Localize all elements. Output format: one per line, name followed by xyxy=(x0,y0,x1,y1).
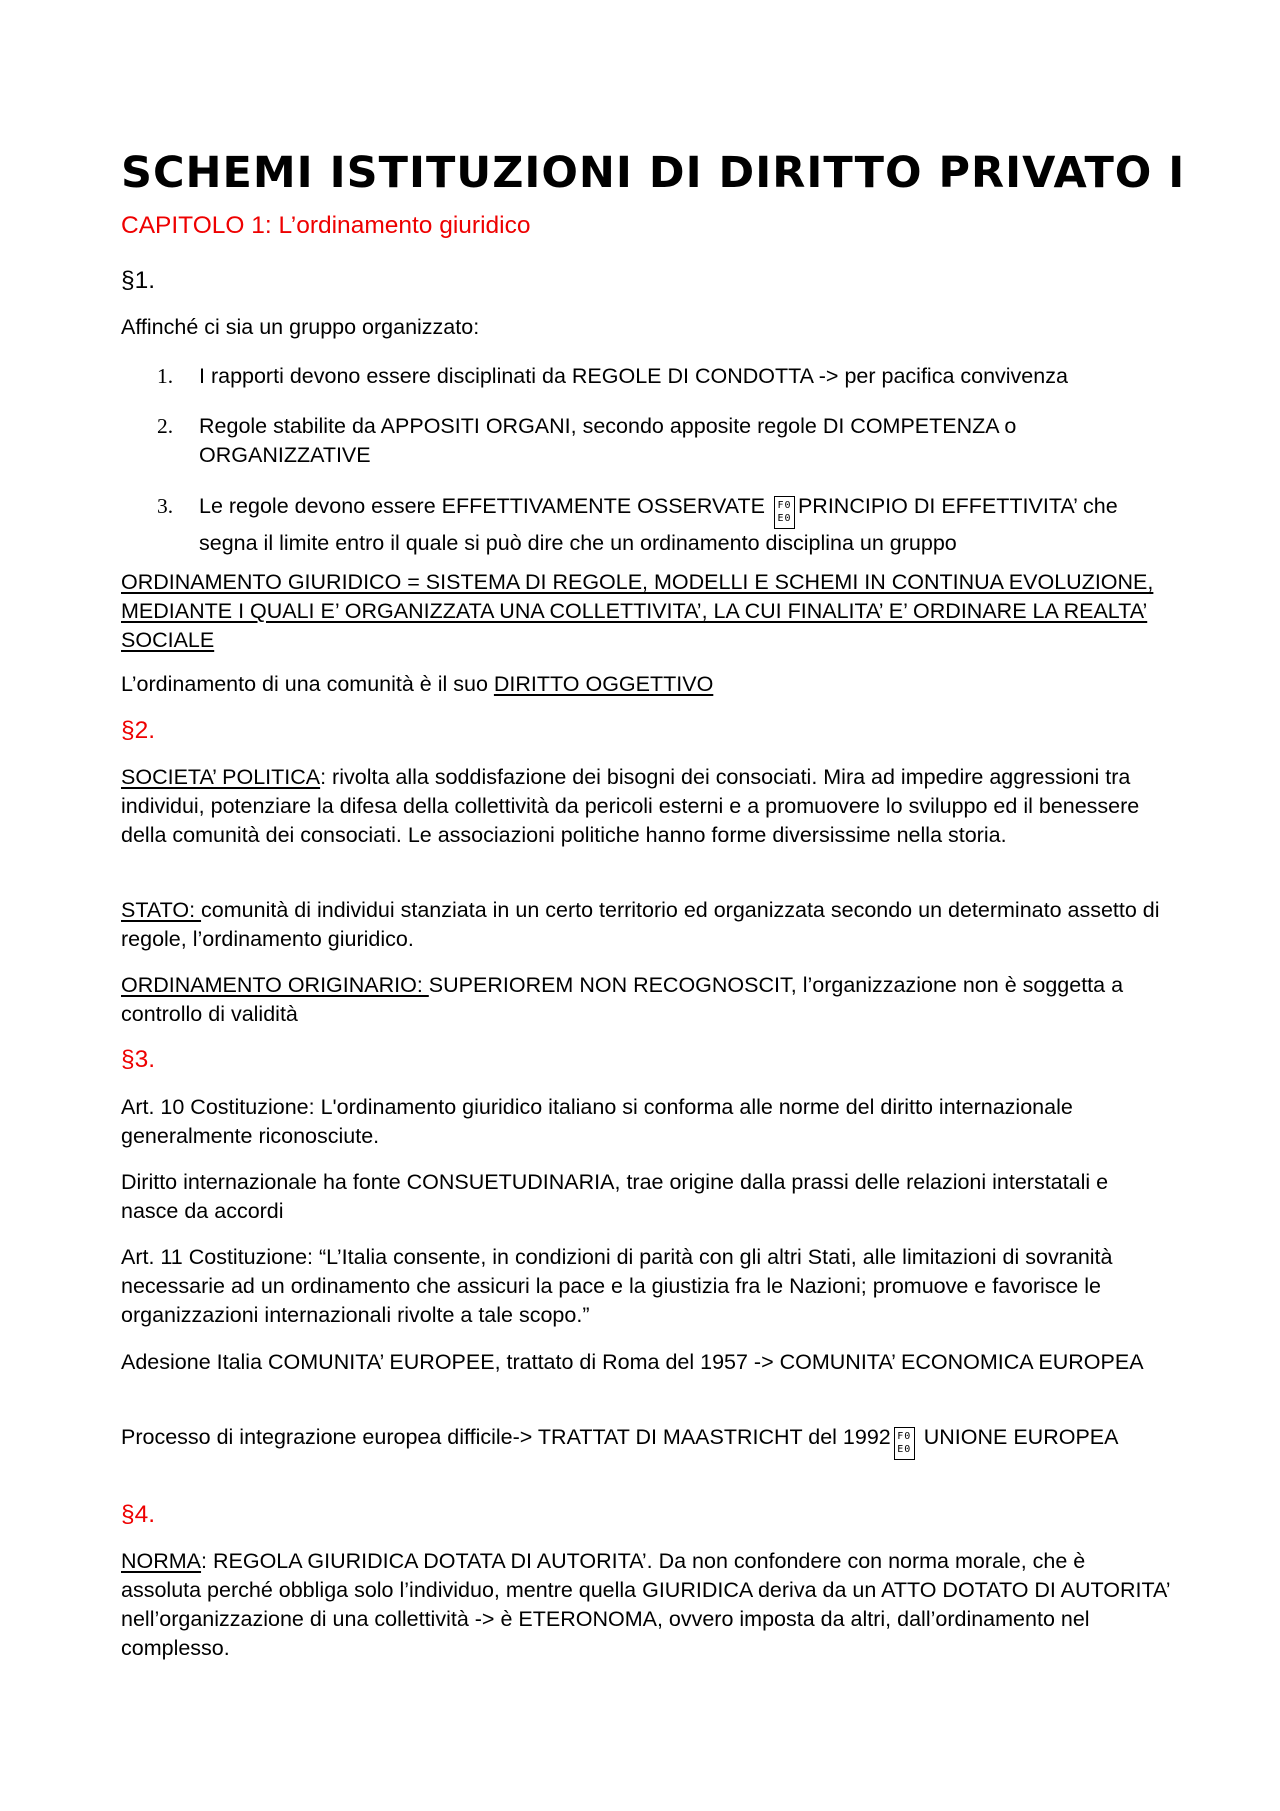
list-text: Le regole devono essere EFFETTIVAMENTE OSSERVATE F0 E0PRINCIPIO DI EFFETTIVITA’ che segna il limite entro il quale si può dire che un ordinamento disciplina un gruppo xyxy=(199,494,1118,555)
originario-paragraph: ORDINAMENTO ORIGINARIO: SUPERIOREM NON RECOGNOSCIT, l’organizzazione non è soggetta a controllo di validità xyxy=(121,973,1124,1026)
section-heading-1: §1. xyxy=(121,267,156,294)
list-text: Regole stabilite da APPOSITI ORGANI, secondo apposite regole DI COMPETENZA o ORGANIZZATIVE xyxy=(199,414,1017,467)
originario-term: ORDINAMENTO ORIGINARIO: xyxy=(121,973,429,997)
stato-term: STATO: xyxy=(121,898,202,922)
list-number: 3. xyxy=(157,494,174,518)
missing-glyph-icon: F0 E0 xyxy=(774,496,795,529)
diritto-internazionale-paragraph: Diritto internazionale ha fonte CONSUETUDINARIA, trae origine dalla prassi delle relazioni interstatali e nasce da accordi xyxy=(121,1170,1109,1223)
art11-paragraph: Art. 11 Costituzione: “L’Italia consente, in condizioni di parità con gli altri Stati, alle limitazioni di sovranità necessarie ad un ordinamento che assicuri la pace e la giustizia fra le Nazioni; promuove e favorisce le organizzazioni internazionali rivolte a tale scopo.” xyxy=(121,1245,1113,1327)
missing-glyph-icon: F0 E0 xyxy=(894,1427,915,1460)
art10-paragraph: Art. 10 Costituzione: L'ordinamento giuridico italiano si conforma alle norme del diritto internazionale generalmente riconosciute. xyxy=(121,1095,1073,1148)
comunita-europee-paragraph: Adesione Italia COMUNITA’ EUROPEE, trattato di Roma del 1957 -> COMUNITA’ ECONOMICA EUROPEA xyxy=(121,1350,1144,1374)
chapter-heading: CAPITOLO 1: L’ordinamento giuridico xyxy=(121,212,531,239)
intro-paragraph: Affinché ci sia un gruppo organizzato: xyxy=(121,315,480,339)
section-heading-2: §2. xyxy=(121,717,156,744)
stato-paragraph: STATO: comunità di individui stanziata in un certo territorio ed organizzata secondo un determinato assetto di regole, l’ordinamento giuridico. xyxy=(121,898,1160,951)
section-heading-4: §4. xyxy=(121,1501,156,1528)
norma-term: NORMA xyxy=(121,1549,202,1573)
objective-law-term: DIRITTO OGGETTIVO xyxy=(493,672,714,696)
definition-paragraph: ORDINAMENTO GIURIDICO = SISTEMA DI REGOLE, MODELLI E SCHEMI IN CONTINUA EVOLUZIONE, MEDIANTE I QUALI E’ ORGANIZZATA UNA COLLETTIVITA’, LA CUI FINALITA’ E’ ORDINARE LA REALTA’ SOCIALE xyxy=(121,570,1154,652)
section-heading-3: §3. xyxy=(121,1046,156,1073)
societa-paragraph: SOCIETA’ POLITICA: rivolta alla soddisfazione dei bisogni dei consociati. Mira ad impedire aggressioni tra individui, potenziare la difesa della collettività da pericoli esterni e a promuovere lo sviluppo ed il benessere della comunità dei consociati. Le associazioni politiche hanno forme diversissime nella storia. xyxy=(121,765,1140,847)
norma-paragraph: NORMA: REGOLA GIURIDICA DOTATA DI AUTORITA’. Da non confondere con norma morale, che è assoluta perché obbliga solo l’individuo, mentre quella GIURIDICA deriva da un ATTO DOTATO DI AUTORITA’ nell’organizzazione di una collettività -> è ETERONOMA, ovvero imposta da altri, dall’ordinamento nel complesso. xyxy=(121,1549,1170,1660)
list-number: 1. xyxy=(157,364,174,388)
document-title: SCHEMI ISTITUZIONI DI DIRITTO PRIVATO I xyxy=(121,148,1186,198)
maastricht-paragraph: Processo di integrazione europea difficile-> TRATTAT DI MAASTRICHT del 1992 F0 E0 UNIONE EUROPEA xyxy=(121,1423,1171,1460)
societa-term: SOCIETA’ POLITICA xyxy=(121,765,321,789)
list-text: I rapporti devono essere disciplinati da REGOLE DI CONDOTTA -> per pacifica convivenza xyxy=(199,364,1068,388)
list-number: 2. xyxy=(157,414,174,438)
objective-law-paragraph: L’ordinamento di una comunità è il suo DIRITTO OGGETTIVO xyxy=(121,672,714,696)
